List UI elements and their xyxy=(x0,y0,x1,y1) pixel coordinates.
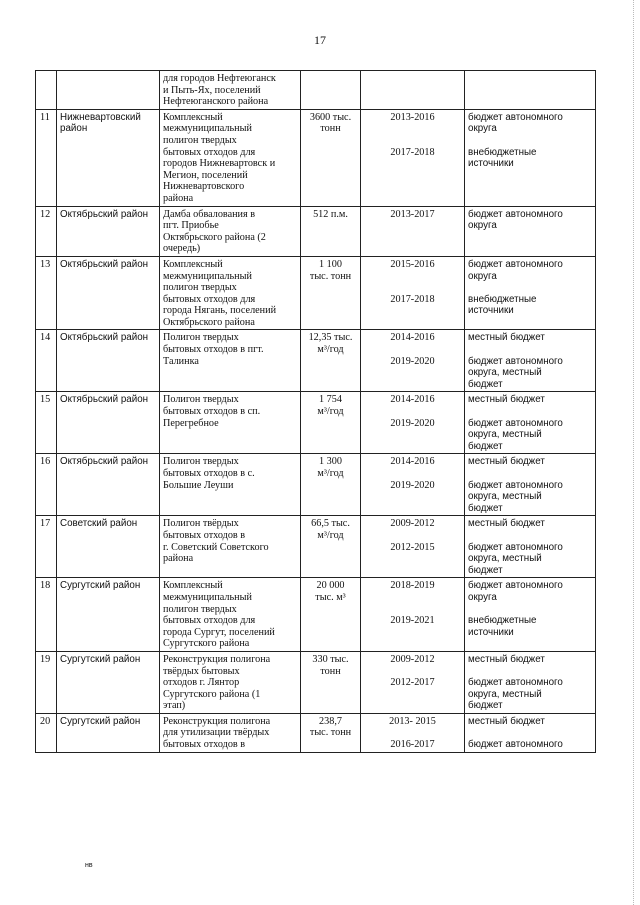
cell-funding-source xyxy=(465,454,596,516)
cell-capacity-line: 66,5 тыс. xyxy=(311,518,350,530)
cell-funding-source-line: внебюджетные xyxy=(468,615,537,627)
cell-funding-source-line: источники xyxy=(468,305,514,317)
cell-capacity-line: 12,35 тыс. xyxy=(308,332,353,344)
cell-object xyxy=(160,256,301,330)
cell-object xyxy=(160,109,301,206)
cell-object-line: бытовых отходов в сп. xyxy=(163,406,261,418)
cell-object xyxy=(160,206,301,256)
cell-capacity-line: тыс. тонн xyxy=(309,270,352,282)
cell-number: 11 xyxy=(36,109,57,206)
cell-period-line xyxy=(364,135,461,147)
cell-capacity-line: тонн xyxy=(320,665,341,677)
cell-period-line xyxy=(364,468,461,480)
cell-object xyxy=(160,454,301,516)
cell-object-line: бытовых отходов в xyxy=(163,739,246,751)
cell-object-line: Перегребное xyxy=(163,417,219,429)
cell-funding-source xyxy=(465,330,596,392)
cell-object-line: Комплексный xyxy=(163,111,223,123)
table-body xyxy=(36,71,596,753)
cell-number: 12 xyxy=(36,206,57,256)
cell-funding-source-line xyxy=(468,727,592,739)
table-row xyxy=(36,206,596,256)
cell-object-line: полигон твердых xyxy=(163,134,237,146)
cell-period-line xyxy=(364,604,461,616)
objects-table xyxy=(35,70,596,753)
cell-capacity-line: 1 754 xyxy=(319,394,342,406)
cell-funding-source-line xyxy=(468,406,592,418)
cell-period-line xyxy=(364,727,461,739)
cell-object-line: отходов г. Лянтор xyxy=(163,677,240,689)
cell-funding-source-line xyxy=(468,530,592,542)
cell-object-line: межмуниципальный xyxy=(163,591,252,603)
cell-object xyxy=(160,71,301,110)
cell-funding-source-line: округа xyxy=(468,123,497,135)
cell-object-line: города Нягань, поселений xyxy=(163,305,277,317)
cell-funding-source-line xyxy=(468,666,592,678)
cell-capacity-line: 20 000 xyxy=(316,580,345,592)
cell-funding-source-line: округа, местный xyxy=(468,553,542,565)
page-number: 17 xyxy=(314,33,326,47)
cell-capacity-line: м³/год xyxy=(317,406,344,418)
cell-capacity xyxy=(301,516,361,578)
cell-period-line: 2018-2019 xyxy=(390,580,435,592)
cell-funding-source-line: округа xyxy=(468,270,497,282)
cell-capacity-line: 330 тыс. xyxy=(312,653,349,665)
cell-object xyxy=(160,330,301,392)
cell-object xyxy=(160,578,301,652)
cell-funding-source-line: бюджет автономного xyxy=(468,677,563,689)
cell-object-line: для утилизации твёрдых xyxy=(163,727,270,739)
cell-period-line: 2019-2020 xyxy=(390,479,435,491)
cell-capacity xyxy=(301,651,361,713)
cell-object-line: Талинка xyxy=(163,355,199,367)
cell-funding-source-line: местный бюджет xyxy=(468,394,545,406)
cell-object-line: полигон твердых xyxy=(163,282,237,294)
cell-funding-source xyxy=(465,713,596,752)
cell-object-line: Мегион, поселений xyxy=(163,169,248,181)
table-row xyxy=(36,330,596,392)
cell-period xyxy=(361,578,465,652)
cell-funding-source-line: округа, местный xyxy=(468,429,542,441)
cell-capacity-line: 238,7 xyxy=(319,715,342,727)
cell-object-line: бытовых отходов в xyxy=(163,529,246,541)
cell-object-line: Большие Леуши xyxy=(163,479,234,491)
cell-object-line: Полигон твердых xyxy=(163,332,239,344)
cell-period xyxy=(361,71,465,110)
cell-period-line: 2015-2016 xyxy=(390,258,435,270)
cell-capacity-line: 3600 тыс. xyxy=(309,111,352,123)
cell-district: Советский район xyxy=(57,516,160,578)
cell-period-line: 2012-2015 xyxy=(390,541,435,553)
cell-period-line xyxy=(364,592,461,604)
cell-funding-source xyxy=(465,109,596,206)
table-row xyxy=(36,392,596,454)
cell-district: Нижневартовский район xyxy=(57,109,160,206)
cell-capacity xyxy=(301,713,361,752)
cell-funding-source-line: источники xyxy=(468,626,514,638)
cell-number: 15 xyxy=(36,392,57,454)
cell-object xyxy=(160,713,301,752)
cell-funding-source-line xyxy=(468,468,592,480)
cell-district: Октябрьский район xyxy=(57,454,160,516)
cell-funding-source-line: округа xyxy=(468,220,497,232)
cell-funding-source-line: бюджет автономного xyxy=(468,258,563,270)
cell-object-line: района xyxy=(163,192,194,204)
cell-district: Октябрьский район xyxy=(57,206,160,256)
cell-object-line: бытовых отходов в пгт. xyxy=(163,344,264,356)
cell-period-line xyxy=(364,282,461,294)
cell-object-line: Дамба обвалования в xyxy=(163,208,256,220)
cell-period-line: 2014-2016 xyxy=(390,394,435,406)
cell-funding-source-line: бюджет автономного xyxy=(468,355,563,367)
cell-period-line: 2014-2016 xyxy=(390,456,435,468)
cell-object-line: бытовых отходов для xyxy=(163,293,256,305)
cell-period-line xyxy=(364,123,461,135)
cell-funding-source-line xyxy=(468,344,592,356)
cell-object-line: Реконструкция полигона xyxy=(163,653,271,665)
cell-capacity-line: м³/год xyxy=(317,468,344,479)
cell-funding-source-line xyxy=(468,604,592,616)
cell-district: Сургутский район xyxy=(57,713,160,752)
cell-object-line: пгт. Приобье xyxy=(163,220,219,232)
cell-funding-source-line xyxy=(468,282,592,294)
cell-capacity-line: м³/год xyxy=(317,529,344,541)
cell-object-line: Комплексный xyxy=(163,580,223,592)
cell-period-line: 2013- 2015 xyxy=(389,715,436,727)
cell-period-line xyxy=(364,271,461,283)
cell-capacity xyxy=(301,256,361,330)
cell-object-line: межмуниципальный xyxy=(163,123,252,135)
cell-funding-source xyxy=(465,71,596,110)
cell-funding-source-line: местный бюджет xyxy=(468,456,545,468)
cell-funding-source-line: местный бюджет xyxy=(468,715,545,727)
cell-period-line: 2009-2012 xyxy=(390,518,435,530)
cell-period-line: 2014-2016 xyxy=(390,332,435,344)
cell-capacity xyxy=(301,206,361,256)
cell-object-line: твёрдых бытовых xyxy=(163,665,240,677)
cell-period-line: 2017-2018 xyxy=(390,146,435,158)
table-row xyxy=(36,713,596,752)
cell-funding-source xyxy=(465,392,596,454)
cell-period-line xyxy=(364,666,461,678)
table-row xyxy=(36,651,596,713)
cell-number: 20 xyxy=(36,713,57,752)
table-row xyxy=(36,516,596,578)
cell-period xyxy=(361,713,465,752)
cell-funding-source-line: округа, местный xyxy=(468,367,542,379)
cell-district: Октябрьский район xyxy=(57,392,160,454)
cell-object-line: Нижневартовского xyxy=(163,181,245,193)
cell-object-line: городов Нижневартовск и xyxy=(163,158,276,170)
cell-capacity xyxy=(301,392,361,454)
cell-period-line: 2019-2021 xyxy=(390,615,435,627)
cell-object-line: межмуниципальный xyxy=(163,270,252,282)
cell-object-line: Нефтеюганского района xyxy=(163,96,269,108)
cell-period xyxy=(361,392,465,454)
cell-object-line: Октябрьского района xyxy=(163,316,255,328)
cell-capacity xyxy=(301,578,361,652)
cell-number xyxy=(36,71,57,110)
cell-period-line: 2012-2017 xyxy=(390,677,435,689)
cell-funding-source-line: бюджет автономного xyxy=(468,479,563,491)
cell-period xyxy=(361,454,465,516)
cell-period-line xyxy=(364,406,461,418)
cell-period xyxy=(361,651,465,713)
cell-funding-source-line: округа, местный xyxy=(468,688,542,700)
cell-period-line: 2019-2020 xyxy=(390,417,435,429)
cell-funding-source xyxy=(465,578,596,652)
cell-funding-source xyxy=(465,651,596,713)
table-row xyxy=(36,578,596,652)
cell-period xyxy=(361,109,465,206)
cell-district xyxy=(57,71,160,110)
cell-period xyxy=(361,516,465,578)
cell-funding-source-line: внебюджетные xyxy=(468,146,537,158)
cell-capacity-line: 1 100 xyxy=(319,258,342,270)
cell-number: 16 xyxy=(36,454,57,516)
cell-object-line: бытовых отходов для xyxy=(163,615,256,627)
cell-period-line: 2013-2016 xyxy=(390,111,435,123)
cell-object xyxy=(160,651,301,713)
cell-capacity-line: тыс. тонн xyxy=(309,727,352,739)
cell-funding-source-line: источники xyxy=(468,158,514,170)
cell-object-line: бытовых отходов для xyxy=(163,146,256,158)
cell-funding-source-line: округа, местный xyxy=(468,491,542,503)
cell-period xyxy=(361,330,465,392)
cell-number: 18 xyxy=(36,578,57,652)
cell-object-line: района xyxy=(163,553,194,565)
cell-number: 17 xyxy=(36,516,57,578)
cell-object-line: Комплексный xyxy=(163,258,223,270)
cell-object-line: Полигон твердых xyxy=(163,456,239,468)
cell-district: Сургутский район xyxy=(57,651,160,713)
cell-period-line: 2016-2017 xyxy=(390,739,435,751)
cell-capacity xyxy=(301,454,361,516)
cell-funding-source-line: внебюджетные xyxy=(468,293,537,305)
cell-funding-source-line: бюджет автономного xyxy=(468,739,563,751)
cell-funding-source-line: бюджет xyxy=(468,564,503,576)
cell-funding-source-line: бюджет xyxy=(468,700,503,712)
cell-period-line: 2017-2018 xyxy=(390,293,435,305)
cell-object-line: полигон твердых xyxy=(163,603,237,615)
cell-number: 13 xyxy=(36,256,57,330)
cell-object-line: города Сургут, поселений xyxy=(163,626,275,638)
cell-funding-source xyxy=(465,206,596,256)
cell-capacity-line: тыс. м³ xyxy=(315,591,346,603)
cell-funding-source-line: бюджет автономного xyxy=(468,208,563,220)
cell-number: 14 xyxy=(36,330,57,392)
cell-object-line: Сургутского района (1 xyxy=(163,688,261,700)
cell-district: Октябрьский район xyxy=(57,330,160,392)
cell-period-line xyxy=(364,344,461,356)
cell-capacity xyxy=(301,109,361,206)
cell-number: 19 xyxy=(36,651,57,713)
cell-period-line: 2013-2017 xyxy=(390,208,435,220)
cell-funding-source-line: местный бюджет xyxy=(468,332,545,344)
cell-object xyxy=(160,516,301,578)
cell-funding-source-line: местный бюджет xyxy=(468,653,545,665)
cell-object-line: этап) xyxy=(163,700,186,712)
cell-period-line xyxy=(364,530,461,542)
table-row xyxy=(36,454,596,516)
cell-object-line: очередь) xyxy=(163,243,201,255)
cell-funding-source-line xyxy=(468,135,592,147)
footer-mark: нв xyxy=(85,862,93,869)
cell-capacity xyxy=(301,330,361,392)
cell-object-line: бытовых отходов в с. xyxy=(163,468,255,479)
cell-object-line: и Пыть-Ях, поселений xyxy=(163,84,261,96)
page-edge-rule xyxy=(633,0,634,905)
cell-object xyxy=(160,392,301,454)
cell-capacity-line: 1 300 xyxy=(319,456,342,468)
cell-funding-source xyxy=(465,516,596,578)
cell-funding-source-line: округа xyxy=(468,591,497,603)
cell-district: Сургутский район xyxy=(57,578,160,652)
table-row xyxy=(36,256,596,330)
cell-object-line: Полигон твердых xyxy=(163,394,239,406)
cell-funding-source-line: бюджет автономного xyxy=(468,580,563,592)
table-row xyxy=(36,71,596,110)
cell-object-line: Полигон твёрдых xyxy=(163,518,239,530)
cell-capacity-line: тонн xyxy=(320,123,341,135)
cell-object-line: для городов Нефтеюганск xyxy=(163,73,276,84)
cell-object-line: г. Советский Советского xyxy=(163,541,269,553)
cell-funding-source-line: бюджет автономного xyxy=(468,541,563,553)
table-row xyxy=(36,109,596,206)
cell-funding-source-line: бюджет xyxy=(468,502,503,514)
cell-funding-source-line: бюджет автономного xyxy=(468,417,563,429)
cell-period xyxy=(361,256,465,330)
cell-object-line: Сургутского района xyxy=(163,638,250,650)
cell-capacity xyxy=(301,71,361,110)
cell-period xyxy=(361,206,465,256)
cell-capacity-line: м³/год xyxy=(317,344,344,356)
cell-period-line: 2009-2012 xyxy=(390,653,435,665)
cell-object-line: Октябрьского района (2 xyxy=(163,231,266,243)
cell-district: Октябрьский район xyxy=(57,256,160,330)
cell-funding-source xyxy=(465,256,596,330)
cell-object-line: Реконструкция полигона xyxy=(163,715,271,727)
cell-funding-source-line: местный бюджет xyxy=(468,518,545,530)
cell-funding-source-line: бюджет автономного xyxy=(468,111,563,123)
cell-period-line: 2019-2020 xyxy=(390,355,435,367)
cell-funding-source-line: бюджет xyxy=(468,378,503,390)
cell-funding-source-line: бюджет xyxy=(468,440,503,452)
cell-capacity-line: 512 п.м. xyxy=(313,208,348,220)
